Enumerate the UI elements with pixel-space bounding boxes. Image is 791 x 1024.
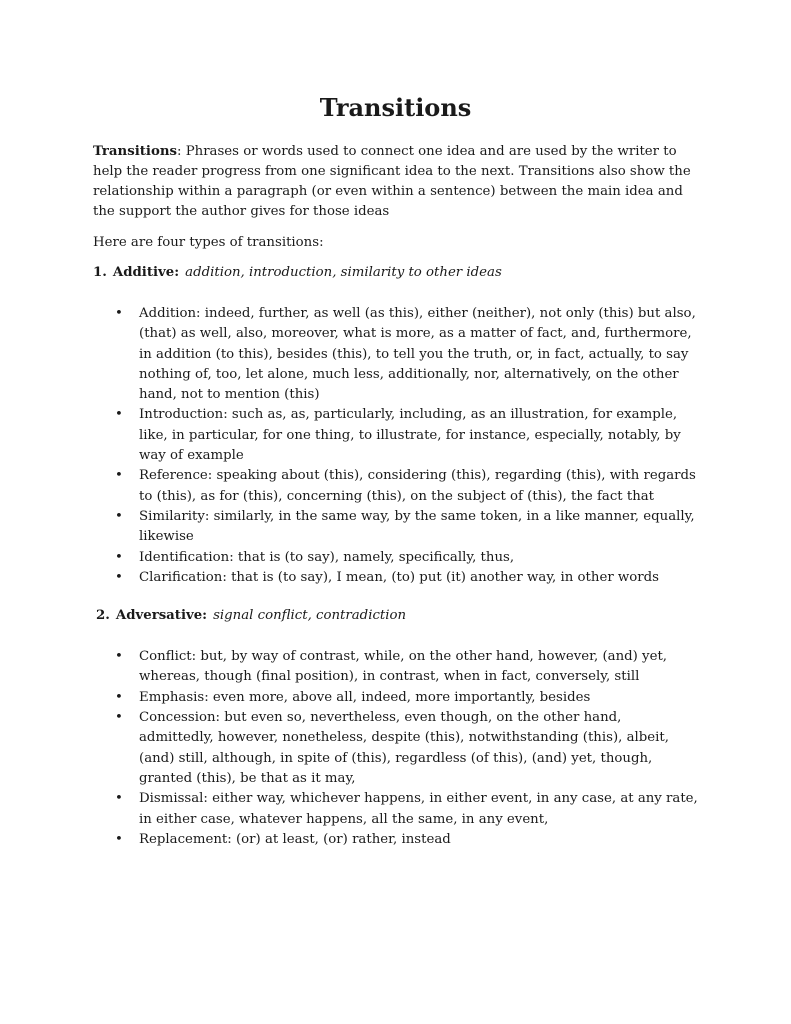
bullet-icon: • <box>115 710 123 726</box>
section-description: signal conflict, contradiction <box>213 608 407 624</box>
bullet-icon: • <box>115 468 123 484</box>
bullet-icon: • <box>115 306 123 321</box>
list-item: • Clarification: that is (to say), I mean, (to) put (it) another way, in other words <box>139 568 698 588</box>
list-item: • Concession: but even so, nevertheless, even though, on the other hand, admittedly, however, nonetheless, despite (this), notwithstanding (this), albeit, (and) still, although, in spite of (this), regardless (of this), (and) yet, though, granted (this), be that as it may, <box>115 710 669 786</box>
additive-list <box>93 304 698 588</box>
bullet-icon: • <box>115 831 123 847</box>
list-item: • Introduction: such as, as, particularly, including, as an illustration, for example, like, in particular, for one thing, to illustrate, for instance, especially, notably, by way of example <box>115 407 681 464</box>
bullet-icon: • <box>115 689 123 705</box>
bullet-icon: • <box>115 549 123 565</box>
list-item: • Conflict: but, by way of contrast, while, on the other hand, however, (and) yet, whereas, though (final position), in contrast, when in fact, conversely, still <box>115 649 668 685</box>
list-item: • Reference: speaking about (this), considering (this), regarding (this), with regards to (this), as for (this), concerning (this), on the subject of (this), the fact that <box>115 468 696 504</box>
list-item: • Emphasis: even more, above all, indeed, more importantly, besides <box>139 688 698 708</box>
adversative-list <box>93 647 698 850</box>
bullet-icon: • <box>115 508 123 524</box>
section-number: 1. <box>93 265 107 280</box>
list-item: • Identification: that is (to say), namely, specifically, thus, <box>139 548 698 568</box>
section-description: addition, introduction, similarity to other ideas <box>185 265 502 280</box>
list-item: • Addition: indeed, further, as well (as this), either (neither), not only (this) but also, (that) as well, also, moreover, what is more, as a matter of fact, and, furthermore, in addition (to this), besides (this), to tell you the truth, or, in fact, actually, to say nothing of, too, let alone, much less, additionally, nor, alternatively, on the other hand, not to mention (this) <box>115 306 696 403</box>
section-number: 2. <box>96 608 110 624</box>
list-item: • Similarity: similarly, in the same way, by the same token, in a like manner, equally, likewise <box>115 508 695 545</box>
bullet-icon: • <box>115 649 123 665</box>
bullet-icon: • <box>115 791 123 807</box>
section-label: Adversative: <box>115 608 208 624</box>
list-item: • Dismissal: either way, whichever happens, in either event, in any case, at any rate, in either case, whatever happens, all the same, in any event, <box>115 791 698 827</box>
definition-term: Transitions <box>93 144 177 159</box>
intro-text: Here are four types of transitions: <box>93 235 324 250</box>
bullet-icon: • <box>115 569 123 585</box>
section-heading-additive <box>93 263 698 283</box>
bullet-icon: • <box>115 407 123 423</box>
definition-text: : Phrases or words used to connect one idea and are used by the writer to help the reader progress from one significant idea to the next. Transitions also show the relationship within a paragraph (or even within a sentence) between the main idea and the support the author gives for those ideas <box>93 144 691 219</box>
section-heading-adversative <box>96 606 698 626</box>
page-title: Transitions <box>319 93 472 122</box>
definition-paragraph <box>93 142 698 222</box>
section-label: Additive: <box>112 265 180 280</box>
list-item: • Replacement: (or) at least, (or) rather, instead <box>139 830 698 850</box>
